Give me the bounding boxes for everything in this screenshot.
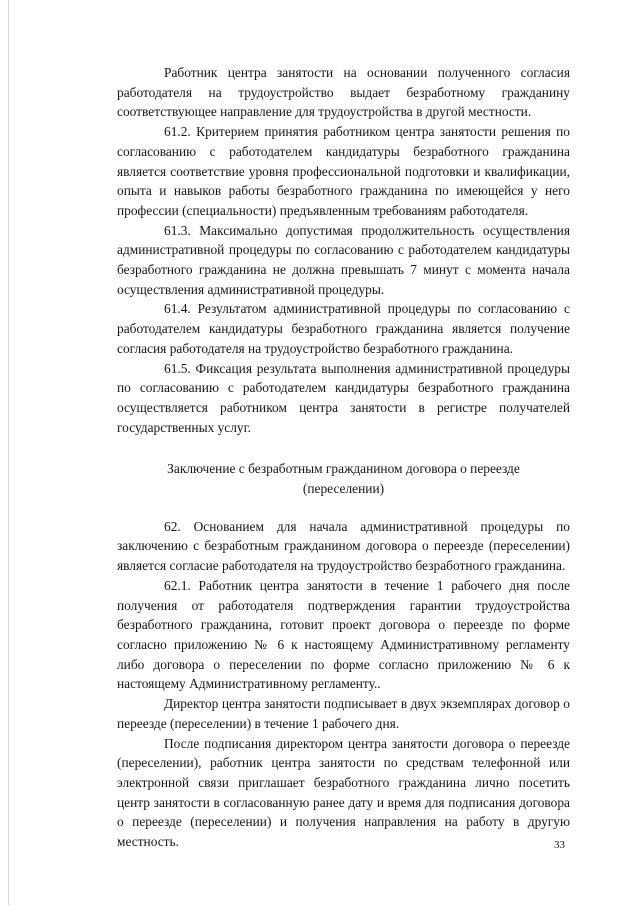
section-heading-line-1: Заключение с безработным гражданином договора о переезде bbox=[167, 461, 520, 477]
spacer bbox=[117, 437, 570, 459]
paragraph-61-5: 61.5. Фиксация результата выполнения административной процедуры по согласованию с работодателем кандидатуры безработного гражданина осуществляется работником центра занятости в регистре получателей государственных услуг. bbox=[117, 360, 570, 435]
paragraph-61-3: 61.3. Максимально допустимая продолжительность осуществления административной процедуры по согласованию с работодателем кандидатуры безработного гражданина не должна превышать 7 минут с момента начала осуществления административной процедуры. bbox=[117, 222, 570, 297]
paragraph-after-signing: После подписания директором центра занятости договора о переезде (переселении), работник центра занятости по средствам телефонной или электронной связи приглашает безработного гражданина лично посетить центр занятости в согласованную ранее дату и время для подписания договора о переезде (переселении) и получения направления на работу в другую местность. bbox=[117, 735, 570, 850]
paragraph-61-2: 61.2. Критерием принятия работником центра занятости решения по согласованию с работодателем кандидатуры безработного гражданина является соответствие уровня профессиональной подготовки и квалификации, опыта и навыков работы безработного гражданина по имеющейся у него профессии (специальности) предъявленным требованиям работодателя. bbox=[117, 124, 570, 218]
document-body bbox=[117, 63, 570, 852]
paragraph-62-1: 62.1. Работник центра занятости в течение 1 рабочего дня после получения от работодателя подтверждения гарантии трудоустройства безработного гражданина, готовит проект договора о переезде по форме согласно приложению № 6 к настоящему Административному регламенту либо договора о переселении по форме согласно приложению № 6 к настоящему Административному регламенту.. bbox=[117, 577, 570, 692]
paragraph-employer-consent: Работник центра занятости на основании полученного согласия работодателя на трудоустройство выдает безработному гражданину соответствующее направление для трудоустройства в другой местности. bbox=[117, 65, 570, 120]
paragraph-director-signs: Директор центра занятости подписывает в двух экземплярах договор о переезде (переселении) в течение 1 рабочего дня. bbox=[117, 696, 570, 731]
scan-edge-line bbox=[8, 0, 9, 905]
spacer bbox=[117, 499, 570, 517]
section-heading-line-2: (переселении) bbox=[302, 481, 385, 497]
paragraph-61-4: 61.4. Результатом административной процедуры по согласованию с работодателем кандидатуры безработного гражданина является получение согласия работодателя на трудоустройство безработного гражданина. bbox=[117, 301, 570, 356]
page-number: 33 bbox=[554, 839, 565, 851]
paragraph-62: 62. Основанием для начала административной процедуры по заключению с безработным гражданином договора о переезде (переселении) является согласие работодателя на трудоустройство безработного гражданина. bbox=[117, 518, 570, 574]
